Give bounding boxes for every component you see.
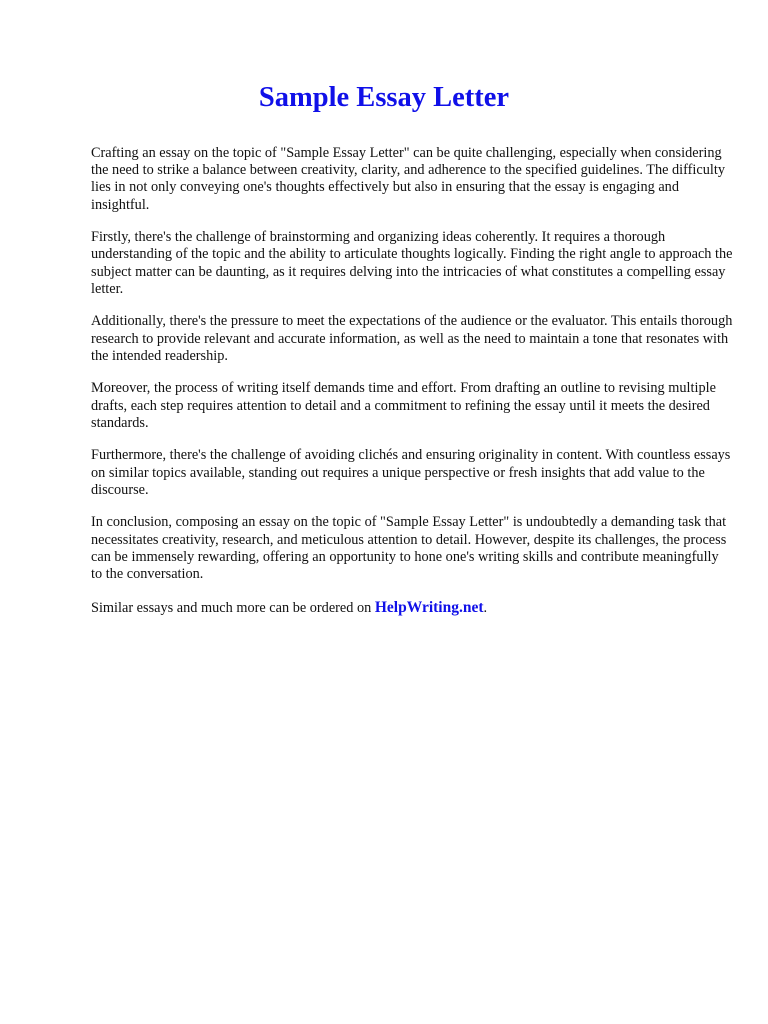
page-title: Sample Essay Letter	[258, 82, 510, 113]
paragraph-1: Crafting an essay on the topic of "Sample Essay Letter" can be quite challenging, especially when considering the need to strike a balance between creativity, clarity, and adherence to the specified guidelines. The difficulty lies in not only conveying one's thoughts effectively but also in ensuring that the essay is engaging and insightful.	[91, 145, 725, 213]
paragraph-5: Furthermore, there's the challenge of avoiding clichés and ensuring originality in content. With countless essays on similar topics available, standing out requires a unique perspective or fresh insights that add value to the discourse.	[91, 447, 731, 498]
footer-prefix: Similar essays and much more can be ordered on	[91, 599, 375, 616]
paragraph-2: Firstly, there's the challenge of brainstorming and organizing ideas coherently. It requires a thorough understanding of the topic and the ability to articulate thoughts logically. Finding the right angle to approach the subject matter can be daunting, as it requires delving into the intricacies of what constitutes a compelling essay letter.	[91, 229, 733, 297]
paragraph-6: In conclusion, composing an essay on the topic of "Sample Essay Letter" is undoubtedly a demanding task that necessitates creativity, research, and meticulous attention to detail. However, despite its challenges, the process can be immensely rewarding, offering an opportunity to hone one's writing skills and contribute meaningfully to the conversation.	[91, 514, 727, 583]
document-body	[91, 145, 733, 632]
helpwriting-link[interactable]: HelpWriting.net	[374, 598, 484, 616]
paragraph-3: Additionally, there's the pressure to meet the expectations of the audience or the evaluator. This entails thorough research to provide relevant and accurate information, as well as the need to maintain a tone that resonates with the intended readership.	[91, 313, 733, 364]
footer-suffix: .	[483, 599, 488, 616]
footer-line	[91, 599, 733, 617]
paragraph-4: Moreover, the process of writing itself demands time and effort. From drafting an outline to revising multiple drafts, each step requires attention to detail and a commitment to refining the essay until it meets the desired standards.	[91, 380, 716, 431]
